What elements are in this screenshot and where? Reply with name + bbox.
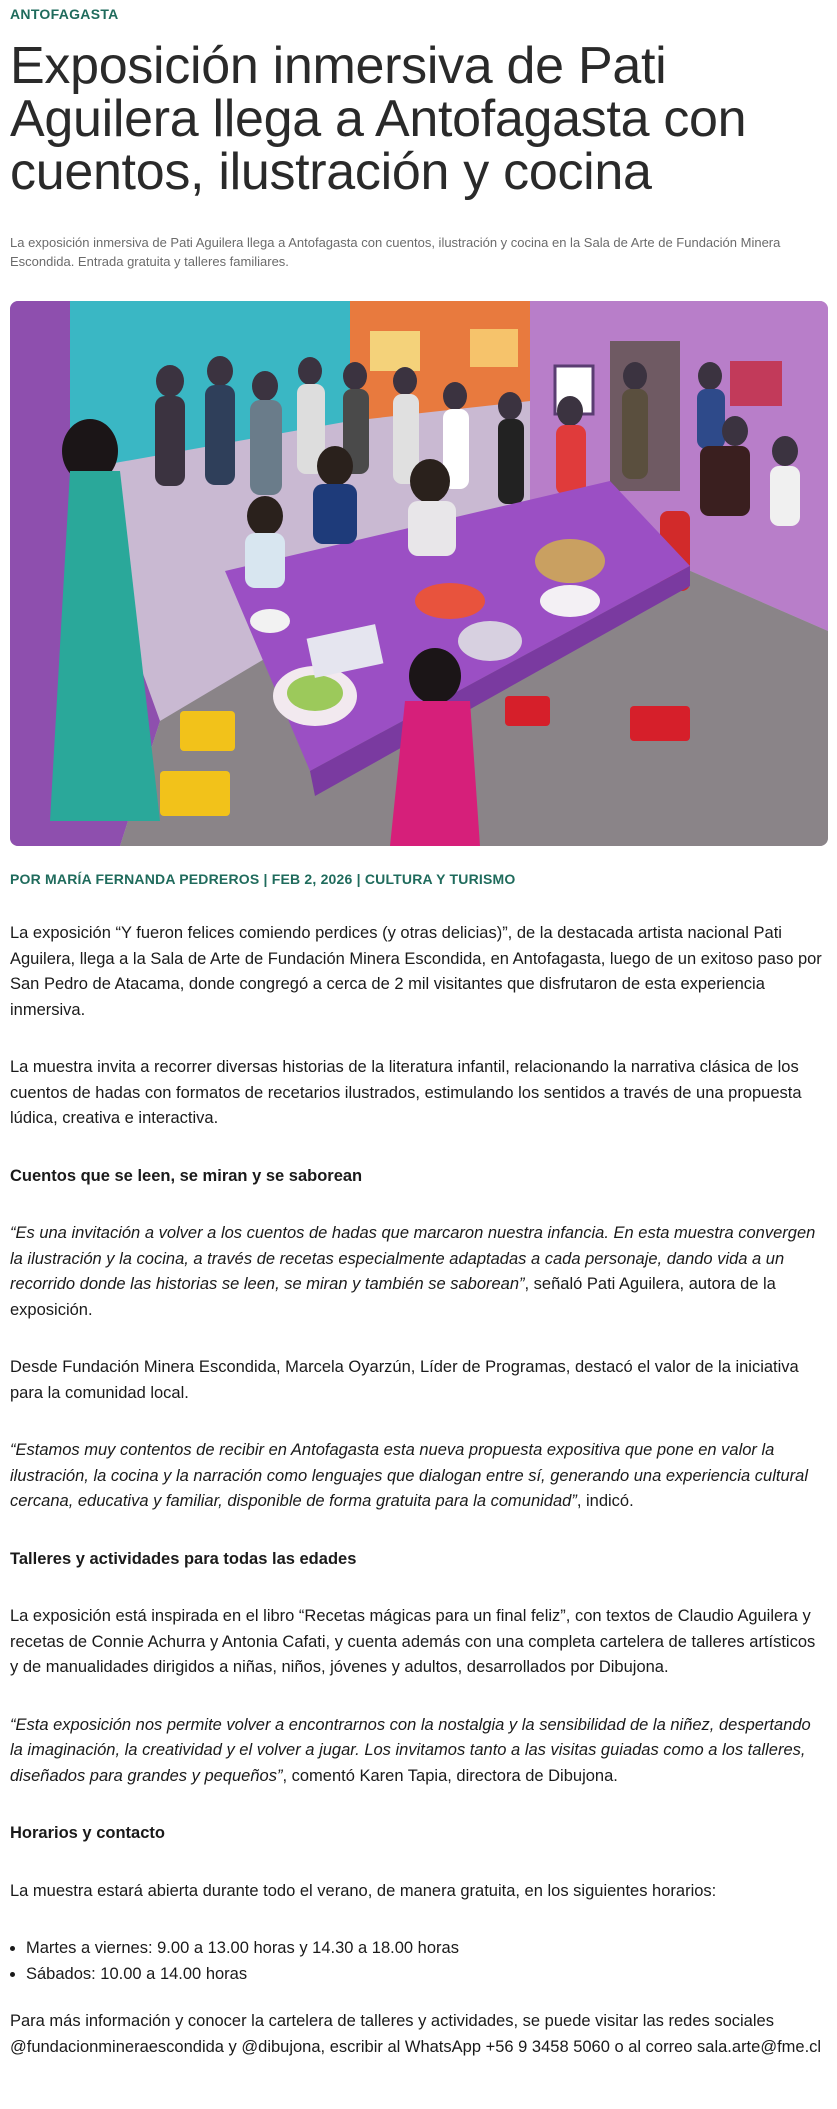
paragraph: La muestra estará abierta durante todo el verano, de manera gratuita, en los siguientes horarios: [10, 1881, 717, 1900]
byline-separator: | [263, 871, 268, 887]
article-container [0, 6, 837, 2060]
paragraph: La exposición está inspirada en el libro “Recetas mágicas para un final feliz”, con textos de Claudio Aguilera y recetas de Connie Achurra y Antonia Cafati, y cuenta además con una completa cartelera de talleres artísticos y de manualidades dirigidos a niñas, niños, jóvenes y adultos, desarrollados por Dibujona. [10, 1607, 816, 1676]
quote-attribution: , comentó Karen Tapia, directora de Dibujona. [282, 1766, 618, 1785]
quote: “Estamos muy contentos de recibir en Antofagasta esta nueva propuesta expositiva que pone en valor la ilustración, la cocina y la narración como lenguajes que dialogan entre sí, generando una experiencia cultural cercana, educativa y familiar, disponible de forma gratuita para la comunidad” [10, 1441, 808, 1510]
section-heading: Horarios y contacto [10, 1824, 165, 1842]
paragraph: Para más información y conocer la cartelera de talleres y actividades, se puede visitar las redes sociales @fundacionmineraescondida y @dibujona, escribir al WhatsApp +56 9 3458 5060 o al correo sala.arte@fme.cl [10, 2012, 822, 2056]
paragraph: La exposición “Y fueron felices comiendo perdices (y otras delicias)”, de la destacada artista nacional Pati Aguilera, llega a la Sala de Arte de Fundación Minera Escondida, en Antofagasta, luego de un exitoso paso por San Pedro de Atacama, donde congregó a cerca de 2 mil visitantes que disfrutaron de esta experiencia inmersiva. [10, 924, 822, 1019]
list-item: • Martes a viernes: 9.00 a 13.00 horas y 14.30 a 18.00 horas [26, 1936, 827, 1962]
section-link[interactable]: CULTURA Y TURISMO [364, 871, 516, 887]
schedule-list [10, 1936, 827, 1987]
quote-paragraph [10, 1221, 827, 1323]
category-link[interactable]: ANTOFAGASTA [10, 6, 119, 22]
hero-image [10, 301, 828, 846]
wall-poster [370, 331, 420, 371]
paragraph: La muestra invita a recorrer diversas historias de la literatura infantil, relacionando la narrativa clásica de los cuentos de hadas con formatos de recetarios ilustrados, estimulando los sentidos a través de una propuesta lúdica, creativa e interactiva. [10, 1058, 802, 1127]
byline-separator: | [356, 871, 361, 887]
quote-paragraph [10, 1713, 827, 1790]
byline-prefix: POR [10, 871, 41, 887]
quote-paragraph [10, 1438, 827, 1515]
quote-attribution: , señaló Pati Aguilera, autora de la exposición. [10, 1275, 776, 1319]
publish-date: FEB 2, 2026 [271, 871, 353, 887]
article-body [10, 921, 827, 2060]
wall-frame [730, 361, 782, 406]
author-link[interactable]: MARÍA FERNANDA PEDREROS [45, 871, 260, 887]
byline [10, 871, 827, 887]
section-heading: Cuentos que se leen, se miran y se saborean [10, 1166, 363, 1185]
quote: “Esta exposición nos permite volver a encontrarnos con la nostalgia y la sensibilidad de la niñez, despertando la imaginación, la creatividad y el volver a jugar. Los invitamos tanto a las visitas guiadas como a los talleres, diseñados para grandes y pequeños” [10, 1715, 811, 1785]
list-item: • Sábados: 10.00 a 14.00 horas [26, 1962, 827, 1988]
paragraph: Desde Fundación Minera Escondida, Marcela Oyarzún, Líder de Programas, destacó el valor de la iniciativa para la comunidad local. [10, 1358, 799, 1402]
quote: “Es una invitación a volver a los cuentos de hadas que marcaron nuestra infancia. En esta muestra convergen la ilustración y la cocina, a través de recetas especialmente adaptadas a cada personaje, dando vida a un recorrido donde las historias se leen, se miran y también se saborean” [10, 1224, 816, 1293]
wall-poster [470, 329, 518, 367]
quote-attribution: , indicó. [576, 1492, 634, 1510]
section-heading: Talleres y actividades para todas las edades [10, 1549, 357, 1568]
article-excerpt: La exposición inmersiva de Pati Aguilera llega a Antofagasta con cuentos, ilustración y cocina en la Sala de Arte de Fundación Minera Escondida. Entrada gratuita y talleres familiares. [10, 235, 781, 269]
page-title: Exposición inmersiva de Pati Aguilera llega a Antofagasta con cuentos, ilustración y cocina [10, 37, 747, 201]
exhibition-photo [10, 301, 828, 846]
